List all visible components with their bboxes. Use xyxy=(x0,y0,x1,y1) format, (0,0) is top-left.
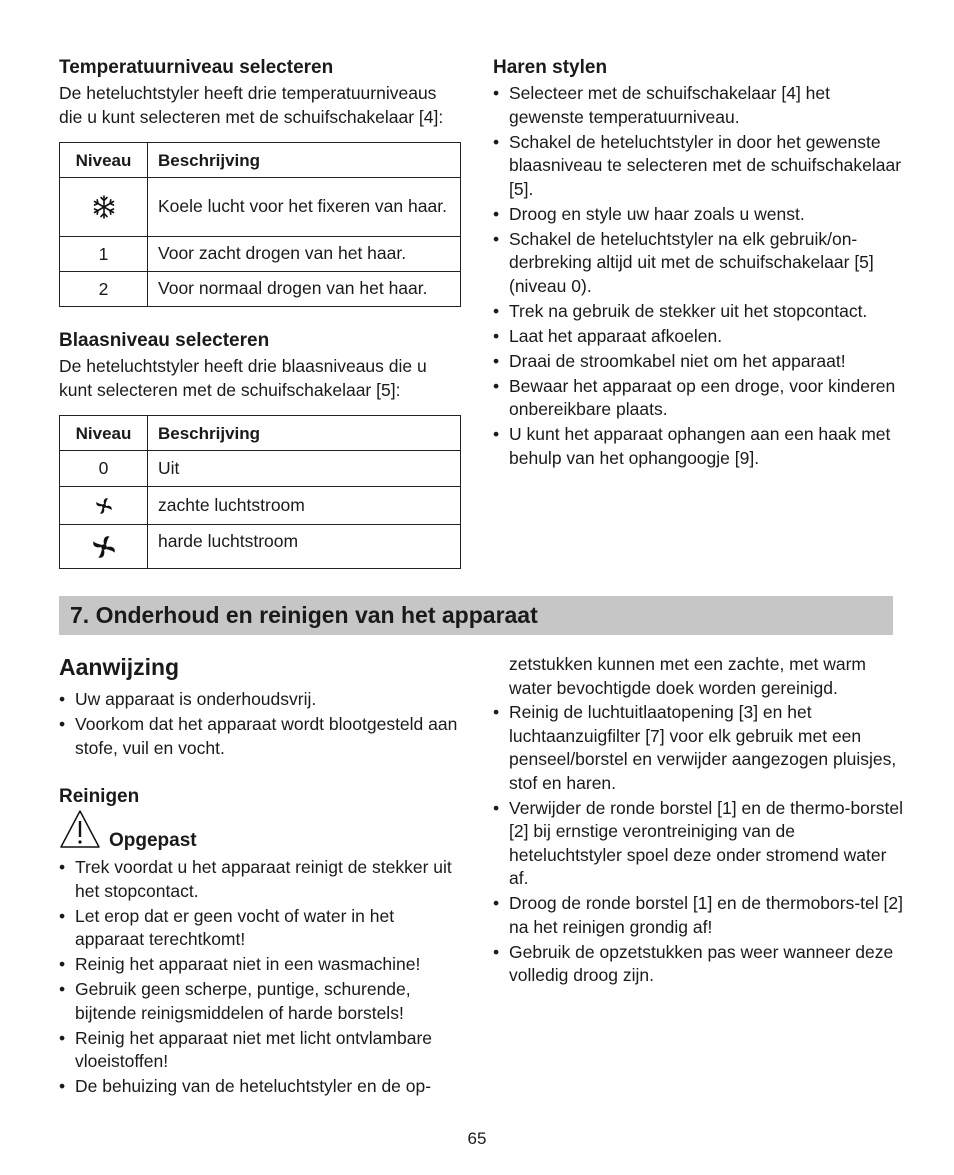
table-header-beschrijving: Beschrijving xyxy=(148,143,461,178)
table-header-beschrijving: Beschrijving xyxy=(148,416,461,451)
table-row xyxy=(60,487,461,525)
list-item: • Schakel de heteluchtstyler in door het gewenste blaasniveau te selecteren met de schuifschakelaar [5]. xyxy=(493,131,903,202)
list-item: • Gebruik de opzetstukken pas weer wanneer deze volledig droog zijn. xyxy=(493,941,903,988)
table-cell-level: 1 xyxy=(60,237,148,272)
section-heading-bar xyxy=(59,596,893,635)
caution-block xyxy=(59,809,469,853)
list-item: • Bewaar het apparaat op een droge, voor kinderen onbereikbare plaats. xyxy=(493,375,903,422)
table-header-row xyxy=(60,416,461,451)
table-row xyxy=(60,178,461,237)
section-heading: 7. Onderhoud en reinigen van het apparaat xyxy=(70,602,538,628)
list-item: • Reinig het apparaat niet in een wasmachine! xyxy=(59,953,463,977)
list-item: • Reinig het apparaat niet met licht ontvlambare vloeistoffen! xyxy=(59,1027,463,1074)
table-header-row xyxy=(60,143,461,178)
styling-list xyxy=(493,82,903,470)
table-cell-desc: harde luchtstroom xyxy=(148,525,461,569)
left-column xyxy=(59,57,463,569)
table-cell-desc: Koele lucht voor het fixeren van haar. xyxy=(148,178,461,237)
blow-section-title: Blaasniveau selecteren xyxy=(59,330,270,351)
warning-icon xyxy=(59,809,101,849)
table-cell-level: 0 xyxy=(60,451,148,487)
right-column xyxy=(493,57,903,472)
list-item: • Droog de ronde borstel [1] en de thermobors-tel [2] na het reinigen grondig af! xyxy=(493,892,903,939)
table-cell-desc: Voor zacht drogen van het haar. xyxy=(148,237,461,272)
table-row xyxy=(60,272,461,307)
blow-level-table xyxy=(59,415,461,569)
list-item: • Trek na gebruik de stekker uit het stopcontact. xyxy=(493,300,903,324)
fan-small-icon xyxy=(60,487,148,525)
list-item: • Let erop dat er geen vocht of water in het apparaat terechtkomt! xyxy=(59,905,463,952)
table-cell-desc: Voor normaal drogen van het haar. xyxy=(148,272,461,307)
caution-label: Opgepast xyxy=(109,830,197,851)
snowflake-icon xyxy=(60,178,148,237)
list-item: • Droog en style uw haar zoals u wenst. xyxy=(493,203,903,227)
table-header-niveau: Niveau xyxy=(60,416,148,451)
list-item: • U kunt het apparaat ophangen aan een haak met behulp van het ophangoogje [9]. xyxy=(493,423,903,470)
caution-list xyxy=(59,856,463,1099)
continued-text: zetstukken kunnen met een zachte, met warm water bevochtigde doek worden gereinigd. xyxy=(509,654,866,698)
table-cell-desc: zachte luchtstroom xyxy=(148,487,461,525)
temp-level-table xyxy=(59,142,461,307)
temp-section-intro: De heteluchtstyler heeft drie temperatuurniveaus die u kunt selecteren met de schuifschakelaar [4]: xyxy=(59,83,444,127)
list-item: • Trek voordat u het apparaat reinigt de stekker uit het stopcontact. xyxy=(59,856,463,903)
blow-section-intro: De heteluchtstyler heeft drie blaasniveaus die u kunt selecteren met de schuifschakelaar [5]: xyxy=(59,356,427,400)
list-item: • Selecteer met de schuifschakelaar [4] het gewenste temperatuurniveau. xyxy=(493,82,903,129)
temp-section-title: Temperatuurniveau selecteren xyxy=(59,57,334,78)
table-row xyxy=(60,451,461,487)
list-item: • Verwijder de ronde borstel [1] en de thermo-borstel [2] bij ernstige verontreiniging van de heteluchtstyler spoel deze onder stromend water af. xyxy=(493,797,903,891)
cleaning-list xyxy=(493,701,903,988)
lower-left-column xyxy=(59,653,469,1100)
list-item: • Uw apparaat is onderhoudsvrij. xyxy=(59,688,469,712)
list-item: • De behuizing van de heteluchtstyler en de op- xyxy=(59,1075,463,1099)
list-item: • Gebruik geen scherpe, puntige, schurende, bijtende reinigsmiddelen of harde borstels! xyxy=(59,978,463,1025)
hint-title: Aanwijzing xyxy=(59,654,180,680)
list-item: • Voorkom dat het apparaat wordt blootgesteld aan stofe, vuil en vocht. xyxy=(59,713,469,760)
hint-list xyxy=(59,688,469,760)
list-item: • Draai de stroomkabel niet om het apparaat! xyxy=(493,350,903,374)
page-number: 65 xyxy=(467,1129,487,1148)
list-item: • Laat het apparaat afkoelen. xyxy=(493,325,903,349)
fan-large-icon xyxy=(60,525,148,569)
table-row xyxy=(60,237,461,272)
list-item: • Schakel de heteluchtstyler na elk gebruik/on-derbreking altijd uit met de schuifschakelaar [5] (niveau 0). xyxy=(493,228,903,299)
table-row xyxy=(60,525,461,569)
table-cell-desc: Uit xyxy=(148,451,461,487)
table-header-niveau: Niveau xyxy=(60,143,148,178)
list-item: • Reinig de luchtuitlaatopening [3] en het luchtaanzuigfilter [7] voor elk gebruik met een penseel/borstel en verwijder aangezogen pluisjes, stof en haren. xyxy=(493,701,903,795)
styling-section-title: Haren stylen xyxy=(493,57,608,78)
table-cell-level: 2 xyxy=(60,272,148,307)
lower-right-column xyxy=(493,653,903,989)
cleaning-title: Reinigen xyxy=(59,786,140,807)
